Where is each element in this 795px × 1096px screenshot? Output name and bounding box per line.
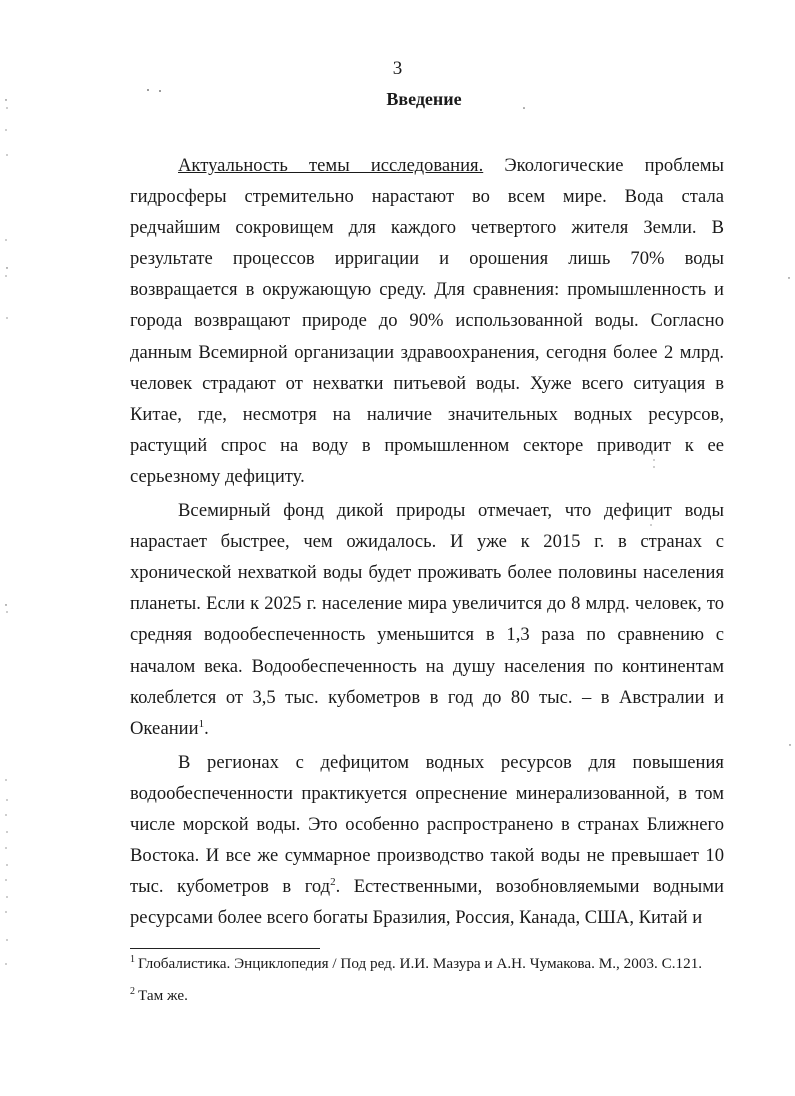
paragraph-1 bbox=[130, 150, 724, 492]
footnote-1-mark: 1 bbox=[130, 954, 135, 965]
footnotes bbox=[130, 954, 724, 1006]
footnote-1 bbox=[130, 954, 724, 974]
paragraph-3-text-b: . Естественными, возобновляемыми водными ресурсами более всего богаты Бразилия, Россия, Канада, США, Китай и bbox=[130, 876, 724, 929]
paragraph-2-text: Всемирный фонд дикой природы отмечает, что дефицит воды нарастает быстрее, чем ожидалось. И уже к 2015 г. в странах с хронической нехваткой воды будет проживать более половины населения планеты. Если к 2025 г. население мира увеличится до 8 млрд. человек, то средняя водообеспеченность уменьшится в 1,3 раза по сравнению с началом века. Водообеспеченность на душу населения по континентам колеблется от 3,5 тыс. кубометров в год до 80 тыс. – в Австралии и Океании bbox=[130, 500, 724, 739]
footnote-1-text: Глобалистика. Энциклопедия / Под ред. И.И. Мазура и А.Н. Чумакова. М., 2003. С.121. bbox=[138, 955, 703, 972]
footnote-ref-2: 2 bbox=[330, 876, 336, 889]
section-heading: Введение bbox=[386, 89, 462, 109]
paragraph-2 bbox=[130, 495, 724, 744]
paragraph-2-end: . bbox=[204, 717, 209, 739]
footnote-2 bbox=[130, 986, 724, 1006]
footnote-2-text: Там же. bbox=[138, 987, 188, 1004]
page-number: 3 bbox=[392, 58, 403, 79]
footnote-divider bbox=[130, 948, 320, 949]
footnote-2-mark: 2 bbox=[130, 986, 135, 997]
body-text bbox=[130, 150, 724, 933]
relevance-lead: Актуальность темы исследования. bbox=[178, 155, 484, 176]
paragraph-1-text: Экологические проблемы гидросферы стремительно нарастают во всем мире. Вода стала редчайшим сокровищем для каждого четвертого жителя Земли. В результате процессов ирригации и орошения лишь 70% воды возвращается в окружающую среду. Для сравнения: промышленность и города возвращают природе до 90% использованной воды. Согласно данным Всемирной организации здравоохранения, сегодня более 2 млрд. человек страдают от нехватки питьевой воды. Хуже всего ситуация в Китае, где, несмотря на наличие значительных водных ресурсов, растущий спрос на воду в промышленном секторе приводит к ее серьезному дефициту. bbox=[130, 155, 724, 487]
paragraph-3-text-a: В регионах с дефицитом водных ресурсов для повышения водообеспеченности практикуется опреснение минерализованной, в том числе морской воды. Это особенно распространено в странах Ближнего Востока. И все же суммарное производство такой воды не превышает 10 тыс. кубометров в год bbox=[130, 751, 724, 898]
paragraph-3 bbox=[130, 747, 724, 934]
footnote-ref-1: 1 bbox=[198, 717, 205, 730]
